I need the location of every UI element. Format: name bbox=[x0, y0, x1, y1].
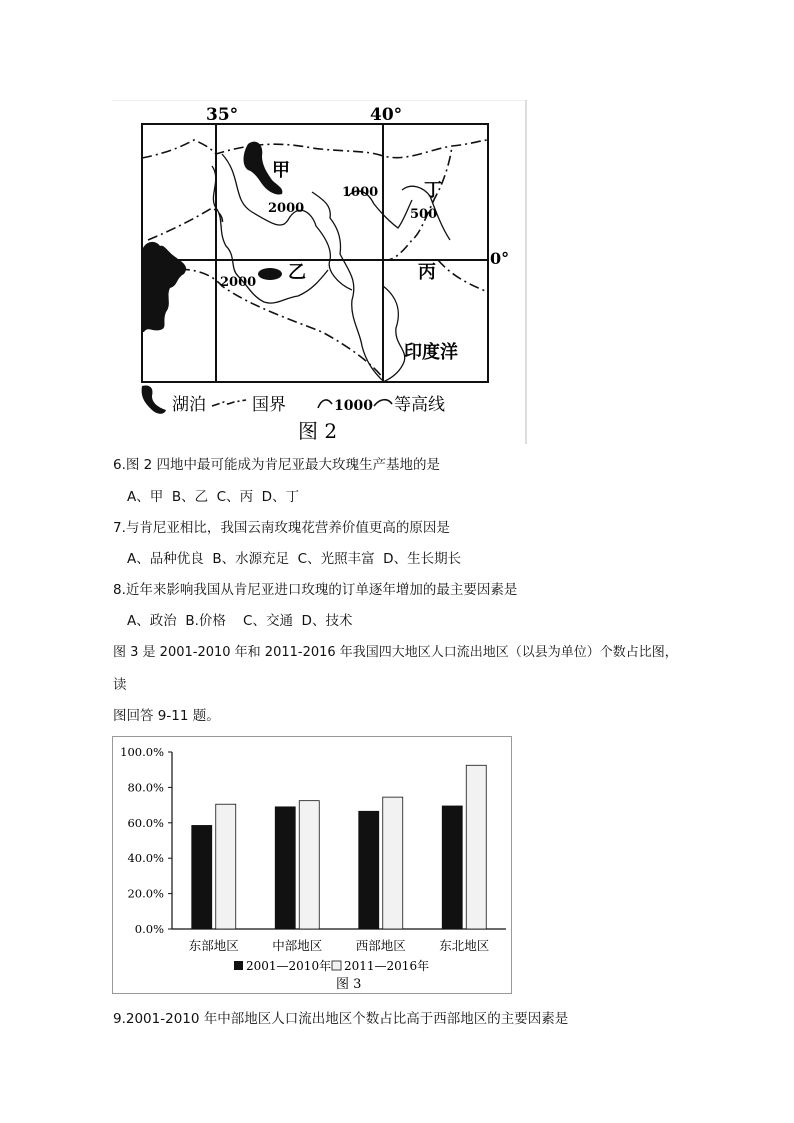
x-category-label: 东北地区 bbox=[439, 938, 490, 953]
lon-label-35: 35° bbox=[206, 105, 239, 125]
bar-2011-2016 bbox=[466, 765, 486, 929]
legend-swatch-2011-2016 bbox=[332, 961, 341, 970]
y-tick-label: 0.0% bbox=[134, 922, 164, 936]
legend-lake-swatch bbox=[142, 385, 166, 413]
lake-yi bbox=[258, 268, 282, 280]
question-7: 7.与肯尼亚相比，我国云南玫瑰花营养价值更高的原因是 bbox=[113, 520, 450, 536]
bar-2011-2016 bbox=[299, 801, 319, 929]
legend-contour-value: 1000 bbox=[334, 398, 373, 414]
bar-2001-2010 bbox=[192, 825, 212, 929]
legend-contour-label: 等高线 bbox=[394, 395, 445, 415]
intro-line-1: 图 3 是 2001-2010 年和 2011-2016 年我国四大地区人口流出地区（以县为单位）个数占比图， bbox=[113, 645, 678, 660]
legend-contour-swatch-left bbox=[318, 400, 332, 408]
y-tick-label: 80.0% bbox=[127, 780, 164, 795]
x-category-label: 东部地区 bbox=[188, 938, 239, 953]
question-9: 9.2001-2010 年中部地区人口流出地区个数占比高于西部地区的主要因素是 bbox=[113, 1011, 569, 1027]
y-tick-label: 100.0% bbox=[120, 745, 164, 759]
legend-border-label: 国界 bbox=[252, 395, 286, 415]
bar-2001-2010 bbox=[359, 811, 379, 929]
map-legend bbox=[142, 385, 445, 415]
lon-label-40: 40° bbox=[370, 105, 403, 125]
legend-label-2011-2016: 2011—2016年 bbox=[344, 959, 430, 973]
x-category-label: 西部地区 bbox=[355, 938, 406, 953]
question-7-options: A、品种优良 B、水源充足 C、光照丰富 D、生长期长 bbox=[127, 551, 462, 567]
bar-chart-figure bbox=[112, 736, 514, 994]
x-category-label: 中部地区 bbox=[272, 938, 323, 953]
legend-swatch-2001-2010 bbox=[234, 961, 243, 970]
chart-legend bbox=[234, 958, 429, 973]
ocean-label: 印度洋 bbox=[404, 342, 458, 363]
contour-label-500: 500 bbox=[410, 207, 438, 222]
y-tick-label: 20.0% bbox=[127, 886, 164, 901]
question-8-options: A、政治 B.价格 C、交通 D、技术 bbox=[127, 613, 353, 629]
map-figure bbox=[112, 100, 528, 444]
bar-2001-2010 bbox=[442, 806, 462, 929]
intro-line-2: 读 bbox=[113, 677, 127, 693]
bar-2001-2010 bbox=[275, 807, 295, 929]
contour-label-2000b: 2000 bbox=[220, 275, 257, 290]
bar-2011-2016 bbox=[216, 804, 236, 929]
y-tick-label: 60.0% bbox=[127, 815, 164, 830]
lake-victoria bbox=[142, 242, 186, 332]
chart-caption: 图 3 bbox=[336, 977, 362, 992]
question-6-options: A、甲 B、乙 C、丙 D、丁 bbox=[127, 489, 300, 505]
map-caption: 图 2 bbox=[298, 419, 338, 443]
place-yi: 乙 bbox=[288, 262, 306, 283]
contour-label-2000a: 2000 bbox=[268, 201, 305, 216]
bar-2011-2016 bbox=[383, 797, 403, 929]
intro-line-3: 图回答 9-11 题。 bbox=[113, 708, 220, 724]
legend-lake-label: 湖泊 bbox=[172, 395, 206, 415]
y-tick-label: 40.0% bbox=[127, 851, 164, 866]
lat-label-0: 0° bbox=[490, 249, 510, 268]
place-bing: 丙 bbox=[418, 262, 436, 283]
bar-chart-svg bbox=[112, 736, 514, 994]
legend-contour-swatch-right bbox=[374, 400, 392, 406]
place-ding: 丁 bbox=[424, 180, 442, 201]
contour-label-1000: 1000 bbox=[342, 185, 379, 200]
question-8: 8.近年来影响我国从肯尼亚进口玫瑰的订单逐年增加的最主要因素是 bbox=[113, 582, 518, 598]
place-jia: 甲 bbox=[272, 160, 290, 181]
legend-label-2001-2010: 2001—2010年 bbox=[246, 959, 332, 973]
map-svg bbox=[112, 100, 528, 444]
legend-border-swatch bbox=[212, 400, 246, 406]
question-6: 6.图 2 四地中最可能成为肯尼亚最大玫瑰生产基地的是 bbox=[113, 457, 441, 473]
